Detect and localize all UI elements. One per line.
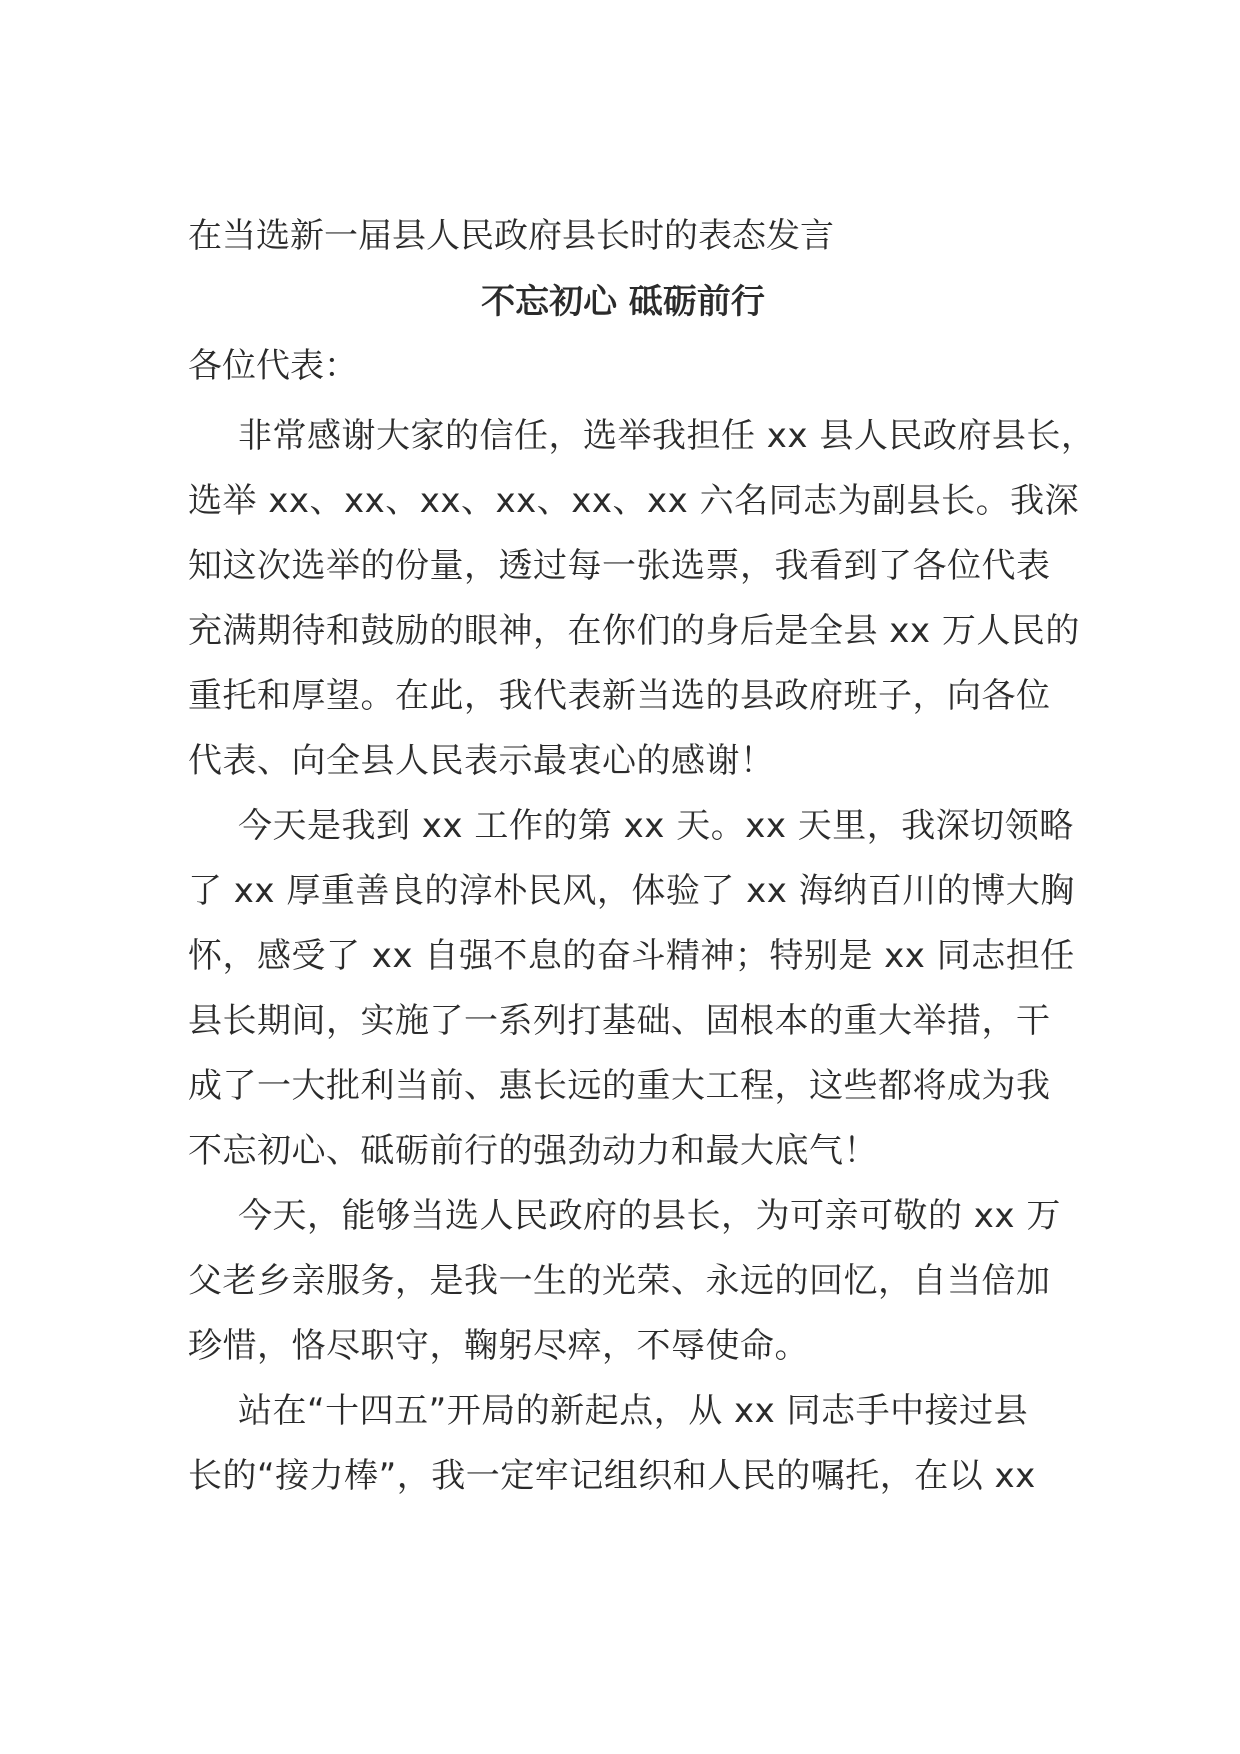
paragraph-1 [188,404,1096,794]
paragraph-line: 今天，能够当选人民政府的县长，为可亲可敬的 xx 万 [238,1196,1061,1236]
document-heading: 在当选新一届县人民政府县长时的表态发言 [188,216,834,256]
paragraph-line: 选举 xx、xx、xx、xx、xx、xx 六名同志为副县长。我深 [188,481,1080,521]
paragraph-line: 了 xx 厚重善良的淳朴民风，体验了 xx 海纳百川的博大胸 [188,871,1075,911]
paragraph-line: 县长期间，实施了一系列打基础、固根本的重大举措，干 [188,1001,1051,1041]
paragraph-line: 站在“十四五”开局的新起点，从 xx 同志手中接过县 [238,1391,1029,1431]
speech-title: 不忘初心 砥砺前行 [481,282,765,322]
paragraph-line: 父老乡亲服务，是我一生的光荣、永远的回忆，自当倍加 [188,1261,1051,1301]
salutation: 各位代表： [188,346,358,386]
paragraph-line: 代表、向全县人民表示最衷心的感谢！ [188,741,775,781]
paragraph-line: 重托和厚望。在此，我代表新当选的县政府班子，向各位 [188,676,1051,716]
paragraph-line: 长的“接力棒”，我一定牢记组织和人民的嘱托，在以 xx [188,1456,1036,1496]
paragraph-2 [188,794,1075,1184]
paragraph-line: 非常感谢大家的信任，选举我担任 xx 县人民政府县长， [238,416,1096,456]
paragraph-4 [188,1379,1058,1509]
document-body [188,212,1096,1509]
paragraph-line: 成了一大批利当前、惠长远的重大工程，这些都将成为我 [188,1066,1051,1106]
paragraph-line: 珍惜，恪尽职守，鞠躬尽瘁，不辱使命。 [188,1326,809,1366]
paragraph-line: 不忘初心、砥砺前行的强劲动力和最大底气！ [188,1131,878,1171]
paragraph-line: 充满期待和鼓励的眼神，在你们的身后是全县 xx 万人民的 [188,611,1080,651]
paragraph-3 [188,1184,1061,1379]
paragraph-line: 知这次选举的份量，透过每一张选票，我看到了各位代表 [188,546,1051,586]
paragraph-line: 今天是我到 xx 工作的第 xx 天。xx 天里，我深切领略 [238,806,1074,846]
paragraph-line: 怀，感受了 xx 自强不息的奋斗精神；特别是 xx 同志担任 [188,936,1075,976]
